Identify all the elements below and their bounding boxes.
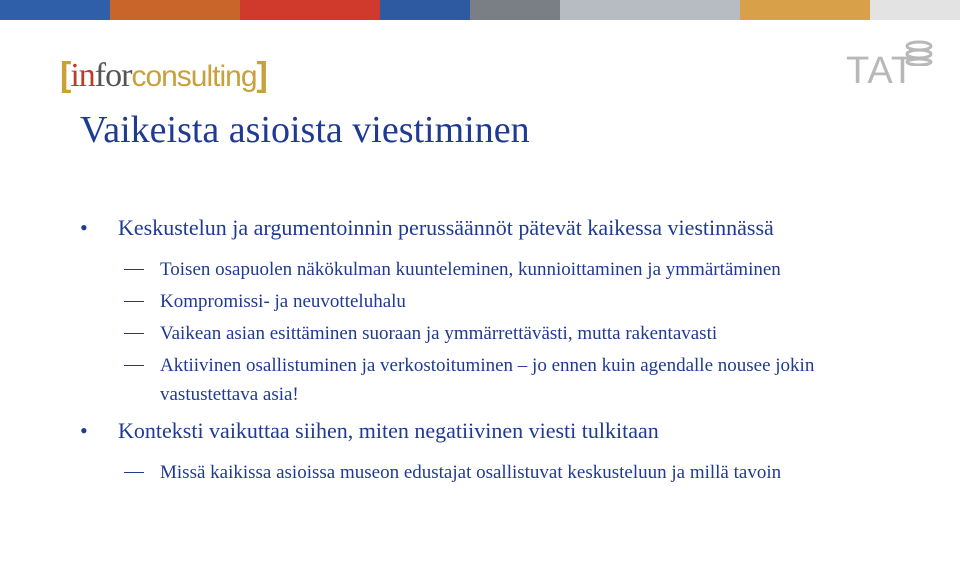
sub-bullet-item xyxy=(80,287,900,316)
logo-bracket-close: ] xyxy=(256,56,267,94)
banner-segment xyxy=(380,0,470,20)
tat-logo-text: TAT xyxy=(846,50,916,92)
slide-content xyxy=(80,212,900,490)
bullet-marker: • xyxy=(80,215,88,240)
dash-marker xyxy=(124,333,144,334)
tat-rings-icon xyxy=(904,40,934,66)
inforconsulting-logo xyxy=(60,54,267,96)
sub-bullet-item xyxy=(80,319,900,348)
logo-in: in xyxy=(70,57,95,94)
dash-marker xyxy=(124,365,144,366)
sub-bullet-text: Kompromissi- ja neuvotteluhalu xyxy=(160,291,406,312)
banner-segment xyxy=(870,0,960,20)
tat-logo xyxy=(846,40,936,90)
logo-consulting: consulting xyxy=(131,60,257,93)
dash-marker xyxy=(124,472,144,473)
bullet-text: Keskustelun ja argumentoinnin perussäännöt pätevät kaikessa viestinnässä xyxy=(118,215,774,240)
sub-bullet-item xyxy=(80,255,900,284)
sub-bullet-text: Aktiivinen osallistuminen ja verkostoituminen – jo ennen kuin agendalle nousee jokin vastustettava asia! xyxy=(160,355,815,405)
banner-segment xyxy=(240,0,380,20)
bullet-text: Konteksti vaikuttaa siihen, miten negatiivinen viesti tulkitaan xyxy=(118,418,659,443)
sub-bullet-text: Missä kaikissa asioissa museon edustajat osallistuvat keskusteluun ja millä tavoin xyxy=(160,462,782,483)
sub-bullet-item xyxy=(80,458,900,487)
banner-segment xyxy=(560,0,740,20)
banner-segment xyxy=(110,0,240,20)
bullet-marker: • xyxy=(80,418,88,443)
banner-segment xyxy=(740,0,870,20)
sub-bullet-item xyxy=(80,351,900,409)
sub-bullet-text: Toisen osapuolen näkökulman kuunteleminen, kunnioittaminen ja ymmärtäminen xyxy=(160,259,781,280)
dash-marker xyxy=(124,301,144,302)
sub-bullet-text: Vaikean asian esittäminen suoraan ja ymmärrettävästi, mutta rakentavasti xyxy=(160,323,718,344)
logo-bracket-open: [ xyxy=(60,56,71,94)
slide-title: Vaikeista asioista viestiminen xyxy=(80,109,530,151)
header-banner xyxy=(0,0,960,20)
banner-segment xyxy=(0,0,110,20)
logo-for: for xyxy=(94,57,132,94)
bullet-item xyxy=(80,415,900,446)
banner-segment xyxy=(470,0,560,20)
bullet-item xyxy=(80,212,900,243)
dash-marker xyxy=(124,269,144,270)
